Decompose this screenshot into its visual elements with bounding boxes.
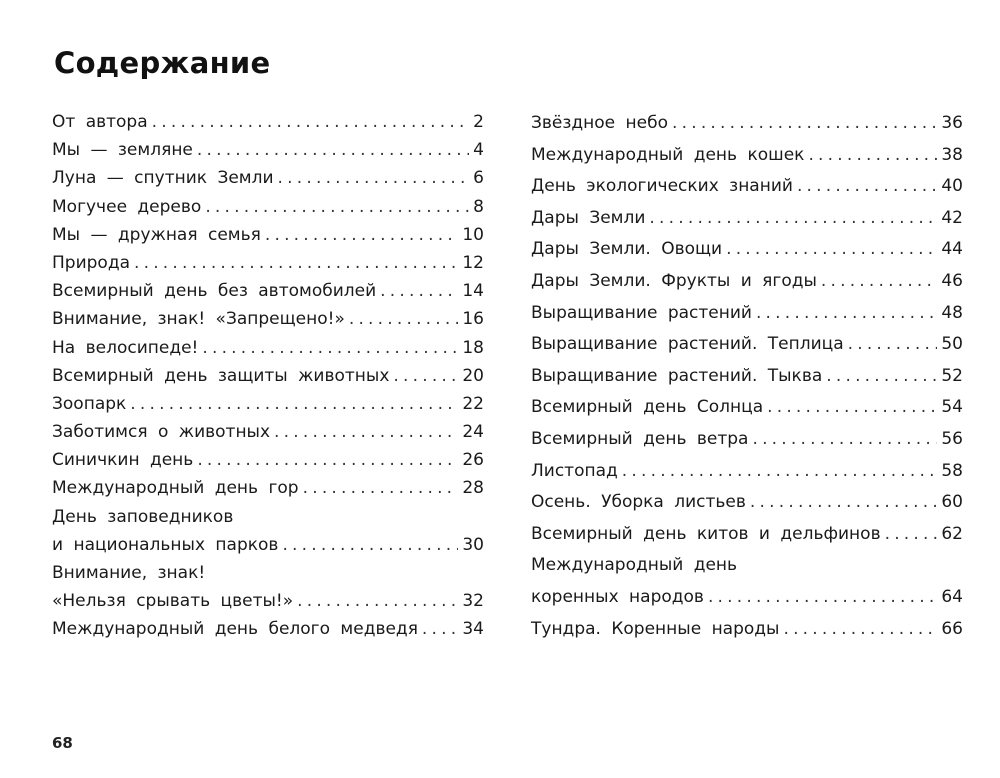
toc-entry-title: Выращивание растений [531,302,752,323]
toc-entry-page-number: 8 [473,196,484,217]
toc-entry[interactable] [52,193,484,221]
toc-entry[interactable] [52,221,484,249]
toc-entry-line [52,277,484,305]
toc-entry[interactable] [52,615,484,643]
toc-entry-title: Всемирный день без автомобилей [52,281,377,302]
toc-dot-leader [622,456,938,488]
toc-entry-page-number: 16 [462,309,484,330]
toc-entry-line [531,298,963,330]
toc-dot-leader [649,203,937,235]
toc-entry-page-number: 62 [941,523,963,544]
toc-dot-leader [278,164,470,192]
toc-entry-page-number: 14 [462,281,484,302]
toc-entry-title: Всемирный день защиты животных [52,365,390,386]
toc-entry-title: Зоопарк [52,393,127,414]
toc-dot-leader [349,305,459,333]
toc-entry-title: Звёздное небо [531,113,669,133]
toc-entry-line [52,587,484,615]
toc-entry[interactable] [52,559,484,615]
toc-entry[interactable] [52,305,484,333]
toc-entry-line [52,108,484,136]
toc-entry-page-number: 30 [462,534,484,555]
toc-entry-line [531,424,963,456]
toc-dot-leader [726,234,937,266]
toc-entry-title: Выращивание растений. Тыква [531,365,823,386]
toc-entry-line [531,582,963,614]
toc-entry-line [531,392,963,424]
toc-entry-title: Тундра. Коренные народы [531,618,780,639]
toc-entry[interactable] [52,362,484,390]
toc-dot-leader [750,487,937,519]
toc-entry-title: Листопад [531,460,618,481]
toc-entry-page-number: 20 [462,365,484,386]
toc-entry[interactable] [52,474,484,502]
toc-entry[interactable] [52,503,484,559]
page-number: 68 [52,734,73,752]
toc-entry[interactable] [531,203,963,235]
toc-entry-title: Мы — дружная семья [52,224,261,245]
toc-entry[interactable] [531,519,963,551]
toc-entry-title: Синичкин день [52,450,194,471]
toc-entry-page-number: 48 [941,302,963,323]
toc-entry-title: Международный день кошек [531,144,805,165]
toc-entry-title: Выращивание растений. Теплица [531,334,844,355]
toc-dot-leader [274,418,458,446]
toc-entry[interactable] [52,249,484,277]
toc-entry-title: День экологических знаний [531,176,793,197]
toc-entry-title: Луна — спутник Земли [52,168,274,189]
toc-dot-leader [422,615,458,643]
toc-dot-leader [197,446,458,474]
toc-entry-page-number: 64 [941,586,963,607]
toc-entry-line [52,249,484,277]
toc-entry-line-continued [531,550,963,582]
toc-entry-page-number: 36 [941,113,963,133]
toc-entry-line [52,334,484,362]
toc-entry[interactable] [531,266,963,298]
toc-entry-title: Всемирный день китов и дельфинов [531,523,881,544]
toc-entry-page-number: 18 [462,337,484,358]
toc-entry-line [531,266,963,298]
toc-dot-leader [134,249,458,277]
toc-entry-line [52,136,484,164]
toc-entry-title: Заботимся о животных [52,422,271,443]
toc-entry-title: Международный день белого медведя [52,619,418,640]
toc-entry-line [52,446,484,474]
toc-entry[interactable] [531,550,963,613]
toc-entry[interactable] [52,108,484,136]
toc-entry-title: и национальных парков [52,534,279,555]
toc-entry-page-number: 6 [473,168,484,189]
toc-entry-title: Международный день [531,555,738,576]
toc-entry-page-number: 26 [462,450,484,471]
toc-entry-title: Мы — земляне [52,140,193,161]
toc-entry-title: «Нельзя срывать цветы!» [52,591,294,612]
toc-dot-leader [205,193,469,221]
toc-entry-title: Дары Земли [531,207,646,228]
toc-entry-page-number: 44 [941,239,963,260]
toc-dot-leader [783,614,937,646]
toc-entry-page-number: 38 [941,144,963,165]
toc-entry-page-number: 4 [473,140,484,161]
toc-entry[interactable] [531,329,963,361]
toc-entry[interactable] [52,136,484,164]
toc-entry-line [531,140,963,172]
toc-entry-title: Дары Земли. Фрукты и ягоды [531,270,817,291]
toc-dot-leader [826,361,937,393]
toc-entry[interactable] [52,418,484,446]
toc-entry-page-number: 32 [462,591,484,612]
toc-dot-leader [708,582,937,614]
toc-entry-title: От автора [52,112,148,132]
toc-entry-page-number: 2 [473,112,484,132]
toc-entry-title: Внимание, знак! [52,563,206,583]
toc-entry[interactable] [531,361,963,393]
toc-left-column [52,108,484,644]
toc-entry[interactable] [52,277,484,305]
toc-entry-page-number: 34 [462,619,484,640]
toc-entry-page-number: 66 [941,618,963,639]
toc-entry-title: Внимание, знак! «Запрещено!» [52,309,345,330]
toc-entry-page-number: 28 [462,478,484,499]
toc-right-column [531,108,963,645]
toc-entry-line [531,329,963,361]
toc-dot-leader [265,221,459,249]
toc-entry-page-number: 56 [941,428,963,449]
toc-entry-title: Природа [52,252,130,273]
toc-dot-leader [752,424,937,456]
toc-entry-line [52,164,484,192]
toc-entry-title: На велосипеде! [52,337,199,358]
toc-dot-leader [767,392,937,424]
toc-entry-line [531,234,963,266]
toc-entry-title: День заповедников [52,506,234,527]
page-title: Содержание [54,46,271,80]
toc-entry-line [52,474,484,502]
toc-entry-line [531,108,963,140]
toc-dot-leader [152,108,470,136]
toc-dot-leader [756,298,937,330]
toc-entry[interactable] [531,392,963,424]
toc-dot-leader [297,587,458,615]
toc-entry-page-number: 12 [462,252,484,273]
toc-entry-page-number: 50 [941,334,963,355]
toc-entry[interactable] [531,171,963,203]
toc-dot-leader [821,266,937,298]
toc-entry-page-number: 52 [941,365,963,386]
toc-entry[interactable] [52,446,484,474]
toc-dot-leader [797,171,937,203]
toc-entry[interactable] [531,614,963,646]
toc-entry[interactable] [52,334,484,362]
toc-entry-title: Осень. Уборка листьев [531,492,746,513]
toc-dot-leader [130,390,458,418]
toc-entry-line [52,305,484,333]
toc-entry-line-continued [52,503,484,531]
toc-dot-leader [393,362,458,390]
toc-entry-page-number: 54 [941,397,963,418]
toc-entry[interactable] [531,108,963,140]
toc-dot-leader [282,531,458,559]
toc-entry[interactable] [531,234,963,266]
toc-entry[interactable] [52,164,484,192]
toc-dot-leader [380,277,458,305]
toc-entry-line [531,519,963,551]
toc-entry-page-number: 42 [941,207,963,228]
toc-entry-line [52,418,484,446]
toc-entry[interactable] [531,456,963,488]
toc-entry-title: Всемирный день ветра [531,428,749,449]
toc-entry[interactable] [531,140,963,172]
toc-entry-line [52,390,484,418]
toc-dot-leader [848,329,938,361]
toc-dot-leader [672,108,937,140]
toc-entry-title: Могучее дерево [52,196,202,217]
toc-entry-title: коренных народов [531,586,704,607]
toc-entry-line [531,203,963,235]
toc-entry-line [531,171,963,203]
toc-entry-page-number: 46 [941,270,963,291]
toc-entry-line [52,362,484,390]
toc-entry-line [531,456,963,488]
toc-entry[interactable] [52,390,484,418]
toc-entry-page-number: 40 [941,176,963,197]
toc-dot-leader [303,474,459,502]
toc-dot-leader [808,140,937,172]
toc-dot-leader [202,334,458,362]
toc-dot-leader [197,136,469,164]
toc-entry-line [531,361,963,393]
toc-entry-page-number: 60 [941,492,963,513]
toc-dot-leader [885,519,938,551]
toc-entry-page-number: 24 [462,422,484,443]
toc-entry[interactable] [531,487,963,519]
toc-entry[interactable] [531,298,963,330]
toc-entry-page-number: 10 [462,224,484,245]
toc-entry-title: Международный день гор [52,478,299,499]
toc-entry-line-continued [52,559,484,587]
toc-entry-line [52,531,484,559]
toc-entry-title: Всемирный день Солнца [531,397,764,418]
toc-entry-line [52,193,484,221]
toc-entry-line [531,487,963,519]
toc-entry-line [531,614,963,646]
toc-entry-line [52,615,484,643]
toc-entry[interactable] [531,424,963,456]
toc-entry-page-number: 22 [462,393,484,414]
toc-entry-title: Дары Земли. Овощи [531,239,723,260]
toc-entry-page-number: 58 [941,460,963,481]
toc-entry-line [52,221,484,249]
